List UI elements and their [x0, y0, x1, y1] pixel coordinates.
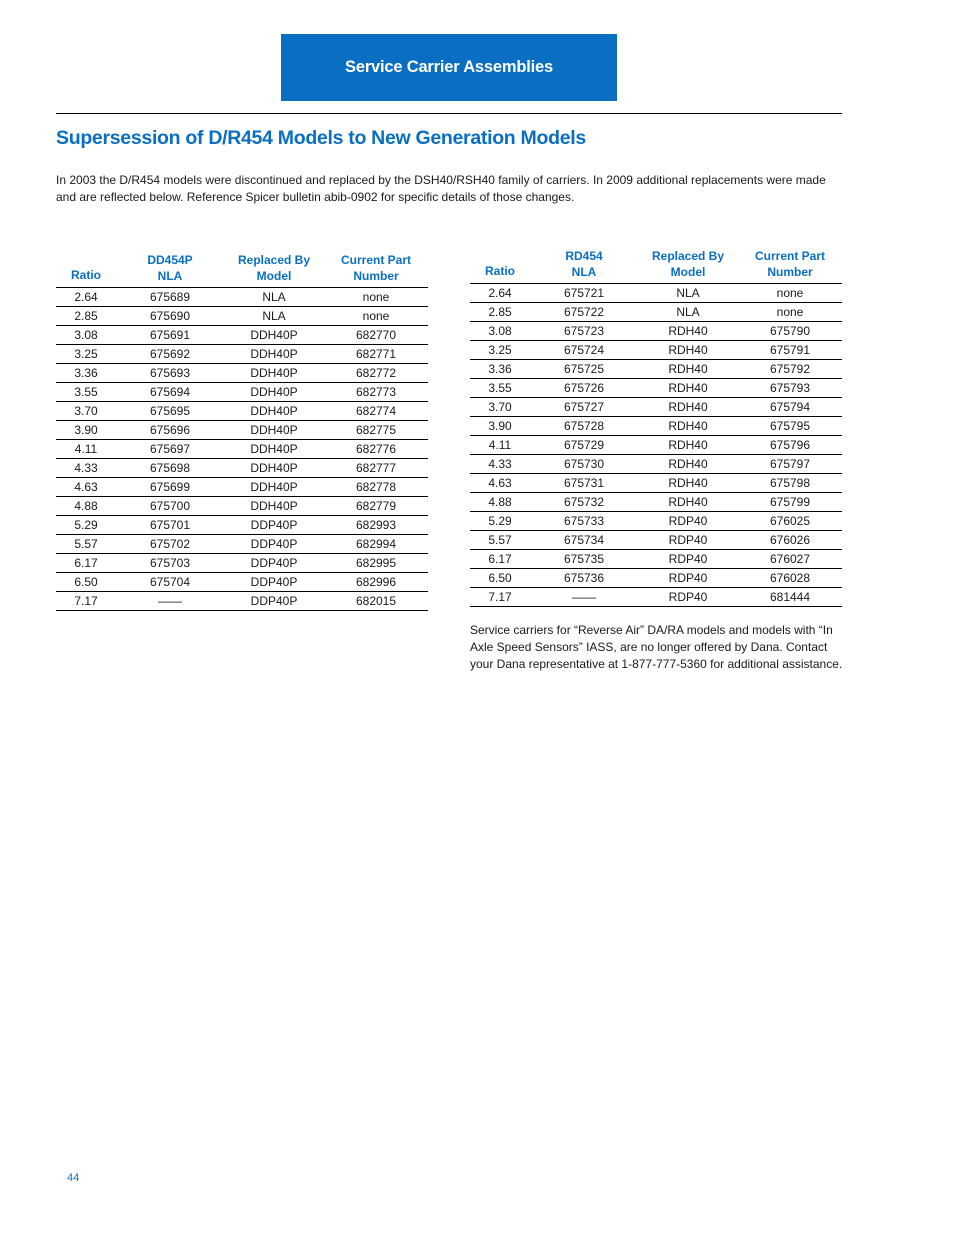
current-part-cell: 675790: [738, 322, 842, 341]
table-row: [470, 531, 842, 550]
nla-part-cell: 675727: [530, 398, 638, 417]
replaced-by-cell: RDH40: [638, 360, 738, 379]
replaced-by-cell: RDH40: [638, 455, 738, 474]
current-part-cell: 682015: [324, 592, 428, 611]
nla-part-cell: 675728: [530, 417, 638, 436]
ratio-cell: 3.70: [470, 398, 530, 417]
replaced-by-cell: DDH40P: [224, 383, 324, 402]
ratio-cell: 2.85: [470, 303, 530, 322]
replaced-by-cell: RDH40: [638, 436, 738, 455]
header-divider: [56, 113, 842, 114]
nla-part-cell: 675722: [530, 303, 638, 322]
table-row: [56, 478, 428, 497]
nla-part-cell: 675695: [116, 402, 224, 421]
current-part-cell: 681444: [738, 588, 842, 607]
current-part-cell: 675798: [738, 474, 842, 493]
nla-part-cell: 675723: [530, 322, 638, 341]
ratio-cell: 4.63: [470, 474, 530, 493]
ratio-cell: 3.70: [56, 402, 116, 421]
ratio-cell: 4.63: [56, 478, 116, 497]
table-row: [470, 303, 842, 322]
replaced-by-cell: RDH40: [638, 493, 738, 512]
ratio-cell: 4.11: [470, 436, 530, 455]
current-part-cell: none: [324, 288, 428, 307]
ratio-cell: 6.17: [470, 550, 530, 569]
ratio-cell: 5.57: [56, 535, 116, 554]
ratio-cell: 3.55: [56, 383, 116, 402]
current-part-cell: 676026: [738, 531, 842, 550]
table-row: [470, 455, 842, 474]
current-part-cell: 676028: [738, 569, 842, 588]
table-row: [56, 288, 428, 307]
table-row: [56, 592, 428, 611]
nla-part-cell: 675698: [116, 459, 224, 478]
replaced-by-cell: NLA: [638, 303, 738, 322]
current-part-cell: 682770: [324, 326, 428, 345]
current-part-cell: 682776: [324, 440, 428, 459]
ratio-cell: 7.17: [470, 588, 530, 607]
table-row: [56, 383, 428, 402]
replaced-by-cell: DDH40P: [224, 497, 324, 516]
table-row: [470, 569, 842, 588]
current-part-cell: none: [738, 284, 842, 303]
nla-part-cell: ——: [116, 592, 224, 611]
current-part-cell: 676027: [738, 550, 842, 569]
column-header-ratio: Ratio: [56, 252, 116, 288]
replaced-by-cell: DDH40P: [224, 402, 324, 421]
nla-part-cell: 675696: [116, 421, 224, 440]
nla-part-cell: 675701: [116, 516, 224, 535]
ratio-cell: 6.50: [470, 569, 530, 588]
nla-part-cell: 675697: [116, 440, 224, 459]
current-part-cell: 682772: [324, 364, 428, 383]
table-row: [56, 440, 428, 459]
nla-part-cell: 675725: [530, 360, 638, 379]
ratio-cell: 2.85: [56, 307, 116, 326]
table-row: [56, 326, 428, 345]
replaced-by-cell: DDH40P: [224, 364, 324, 383]
table-header-row: [470, 248, 842, 284]
current-part-cell: none: [324, 307, 428, 326]
replaced-by-cell: RDP40: [638, 550, 738, 569]
current-part-cell: none: [738, 303, 842, 322]
rd454-supersession-table: [470, 248, 842, 607]
ratio-cell: 3.08: [56, 326, 116, 345]
nla-part-cell: 675689: [116, 288, 224, 307]
table-row: [56, 364, 428, 383]
nla-part-cell: 675730: [530, 455, 638, 474]
replaced-by-cell: DDH40P: [224, 345, 324, 364]
column-header-replaced: Replaced By Model: [638, 248, 738, 284]
column-header-part: Current Part Number: [738, 248, 842, 284]
nla-part-cell: 675735: [530, 550, 638, 569]
ratio-cell: 5.29: [56, 516, 116, 535]
column-header-nla: DD454P NLA: [116, 252, 224, 288]
replaced-by-cell: DDH40P: [224, 459, 324, 478]
table-row: [56, 345, 428, 364]
column-header-nla: RD454 NLA: [530, 248, 638, 284]
current-part-cell: 675791: [738, 341, 842, 360]
nla-part-cell: 675724: [530, 341, 638, 360]
table-row: [470, 588, 842, 607]
replaced-by-cell: DDH40P: [224, 421, 324, 440]
table-row: [470, 550, 842, 569]
ratio-cell: 3.08: [470, 322, 530, 341]
current-part-cell: 675793: [738, 379, 842, 398]
nla-part-cell: 675703: [116, 554, 224, 573]
ratio-cell: 6.17: [56, 554, 116, 573]
nla-part-cell: 675704: [116, 573, 224, 592]
ratio-cell: 3.25: [56, 345, 116, 364]
ratio-cell: 4.11: [56, 440, 116, 459]
nla-part-cell: ——: [530, 588, 638, 607]
section-title: Service Carrier Assemblies: [345, 58, 553, 76]
replaced-by-cell: NLA: [224, 307, 324, 326]
table-row: [56, 402, 428, 421]
replaced-by-cell: RDP40: [638, 588, 738, 607]
current-part-cell: 682771: [324, 345, 428, 364]
page-number: 44: [67, 1172, 80, 1184]
dd454p-supersession-table: [56, 252, 428, 611]
replaced-by-cell: NLA: [224, 288, 324, 307]
replaced-by-cell: DDH40P: [224, 478, 324, 497]
table-row: [56, 516, 428, 535]
nla-part-cell: 675693: [116, 364, 224, 383]
ratio-cell: 2.64: [56, 288, 116, 307]
ratio-cell: 3.36: [470, 360, 530, 379]
current-part-cell: 675799: [738, 493, 842, 512]
table-row: [470, 474, 842, 493]
ratio-cell: 2.64: [470, 284, 530, 303]
table-row: [470, 341, 842, 360]
ratio-cell: 3.36: [56, 364, 116, 383]
table-row: [56, 307, 428, 326]
current-part-cell: 682778: [324, 478, 428, 497]
nla-part-cell: 675733: [530, 512, 638, 531]
intro-paragraph: In 2003 the D/R454 models were discontinued and replaced by the DSH40/RSH40 family of carriers. In 2009 additional replacements were made and are reflected below. Reference Spicer bulletin abib-0902 for specific details of those changes.: [56, 173, 826, 204]
replaced-by-cell: DDH40P: [224, 326, 324, 345]
replaced-by-cell: RDP40: [638, 569, 738, 588]
table-row: [470, 322, 842, 341]
current-part-cell: 682774: [324, 402, 428, 421]
replaced-by-cell: RDH40: [638, 474, 738, 493]
nla-part-cell: 675732: [530, 493, 638, 512]
nla-part-cell: 675729: [530, 436, 638, 455]
table-row: [470, 398, 842, 417]
replaced-by-cell: DDP40P: [224, 554, 324, 573]
table-row: [470, 360, 842, 379]
ratio-cell: 5.57: [470, 531, 530, 550]
current-part-cell: 682779: [324, 497, 428, 516]
current-part-cell: 682773: [324, 383, 428, 402]
table-row: [470, 436, 842, 455]
replaced-by-cell: RDH40: [638, 417, 738, 436]
replaced-by-cell: RDP40: [638, 531, 738, 550]
table-header-row: [56, 252, 428, 288]
ratio-cell: 4.33: [470, 455, 530, 474]
replaced-by-cell: RDH40: [638, 379, 738, 398]
replaced-by-cell: RDH40: [638, 341, 738, 360]
table-row: [56, 497, 428, 516]
nla-part-cell: 675692: [116, 345, 224, 364]
nla-part-cell: 675702: [116, 535, 224, 554]
column-header-replaced: Replaced By Model: [224, 252, 324, 288]
ratio-cell: 3.25: [470, 341, 530, 360]
ratio-cell: 3.90: [56, 421, 116, 440]
ratio-cell: 3.90: [470, 417, 530, 436]
replaced-by-cell: RDH40: [638, 322, 738, 341]
table-row: [470, 512, 842, 531]
table-row: [470, 417, 842, 436]
replaced-by-cell: DDP40P: [224, 516, 324, 535]
section-header-banner: [281, 34, 617, 101]
current-part-cell: 675795: [738, 417, 842, 436]
nla-part-cell: 675699: [116, 478, 224, 497]
nla-part-cell: 675726: [530, 379, 638, 398]
replaced-by-cell: RDH40: [638, 398, 738, 417]
table-row: [470, 284, 842, 303]
replaced-by-cell: DDP40P: [224, 573, 324, 592]
current-part-cell: 676025: [738, 512, 842, 531]
table-row: [56, 459, 428, 478]
current-part-cell: 675797: [738, 455, 842, 474]
current-part-cell: 682996: [324, 573, 428, 592]
current-part-cell: 675796: [738, 436, 842, 455]
current-part-cell: 682777: [324, 459, 428, 478]
table-row: [56, 573, 428, 592]
current-part-cell: 675794: [738, 398, 842, 417]
nla-part-cell: 675690: [116, 307, 224, 326]
ratio-cell: 6.50: [56, 573, 116, 592]
current-part-cell: 682993: [324, 516, 428, 535]
footnote: Service carriers for “Reverse Air” DA/RA models and models with “In Axle Speed Sensors” IASS, are no longer offered by Dana. Contact your Dana representative at 1-877-777-5360 for additional assistance.: [470, 623, 843, 671]
table-row: [56, 554, 428, 573]
ratio-cell: 7.17: [56, 592, 116, 611]
replaced-by-cell: DDP40P: [224, 592, 324, 611]
replaced-by-cell: RDP40: [638, 512, 738, 531]
ratio-cell: 4.33: [56, 459, 116, 478]
table-row: [470, 493, 842, 512]
nla-part-cell: 675721: [530, 284, 638, 303]
current-part-cell: 682995: [324, 554, 428, 573]
page-title: Supersession of D/R454 Models to New Generation Models: [56, 127, 586, 149]
ratio-cell: 5.29: [470, 512, 530, 531]
table-row: [470, 379, 842, 398]
current-part-cell: 682994: [324, 535, 428, 554]
nla-part-cell: 675731: [530, 474, 638, 493]
ratio-cell: 4.88: [56, 497, 116, 516]
nla-part-cell: 675694: [116, 383, 224, 402]
column-header-part: Current Part Number: [324, 252, 428, 288]
nla-part-cell: 675734: [530, 531, 638, 550]
table-row: [56, 421, 428, 440]
nla-part-cell: 675700: [116, 497, 224, 516]
ratio-cell: 4.88: [470, 493, 530, 512]
replaced-by-cell: DDP40P: [224, 535, 324, 554]
column-header-ratio: Ratio: [470, 248, 530, 284]
current-part-cell: 675792: [738, 360, 842, 379]
nla-part-cell: 675691: [116, 326, 224, 345]
replaced-by-cell: DDH40P: [224, 440, 324, 459]
current-part-cell: 682775: [324, 421, 428, 440]
ratio-cell: 3.55: [470, 379, 530, 398]
nla-part-cell: 675736: [530, 569, 638, 588]
table-row: [56, 535, 428, 554]
replaced-by-cell: NLA: [638, 284, 738, 303]
